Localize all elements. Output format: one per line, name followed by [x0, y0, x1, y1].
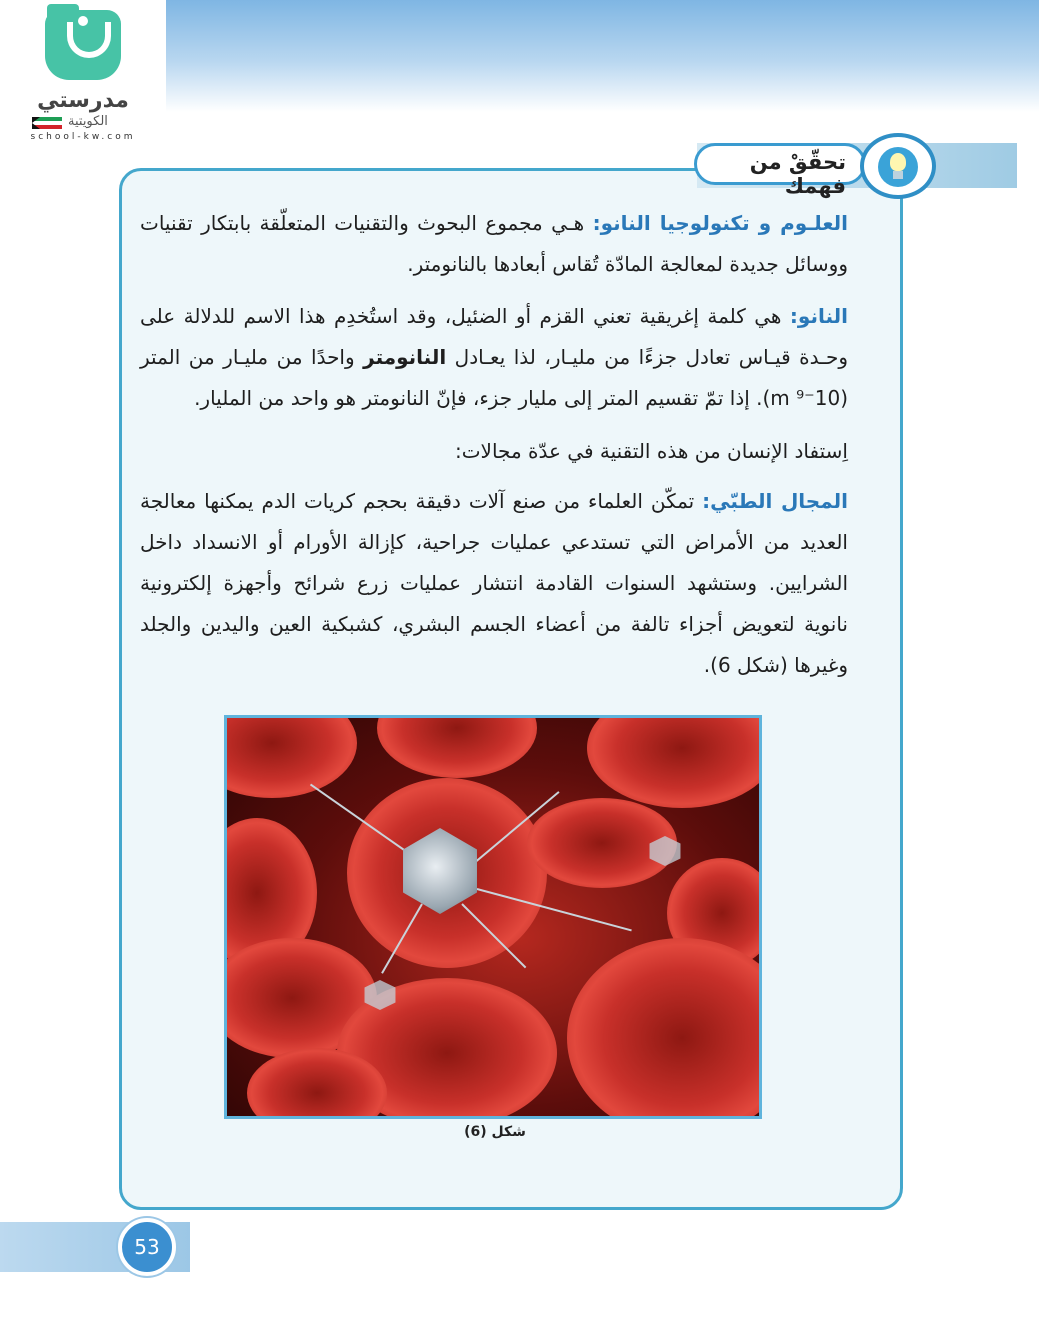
blood-cell — [377, 715, 537, 778]
page-number: 53 — [118, 1218, 176, 1276]
blood-cell — [567, 938, 762, 1119]
paragraph-lead: العلـوم و تكنولوجيا النانو: — [592, 211, 848, 235]
section-title: تحقّقْ من فهمك — [749, 150, 846, 198]
paragraph-lead: النانو: — [789, 304, 848, 328]
kuwait-flag-icon — [32, 117, 62, 129]
paragraph-text: واحدًا من مليـار من المتر (10⁻⁹ m). إذا تمّ تقسيم المتر إلى مليار جزء، فإنّ النانومتر هو واحد من المليار. — [140, 345, 848, 410]
figure-caption: شكل (6) — [464, 1124, 526, 1140]
paragraph-text: هي كلمة إغريقية تعني القزم أو الضئيل، وقد استُخدِم هذا الاسم للدلالة على وحـدة قيـاس تعادل جزءًا من مليـار، لذا يعـادل — [140, 304, 848, 369]
logo-subtitle: الكويتية — [68, 114, 108, 129]
paragraph-nano-word — [140, 296, 848, 419]
paragraph-benefit — [140, 431, 848, 472]
paragraph-text: تمكّن العلماء من صنع آلات دقيقة بحجم كريات الدم يمكنها معالجة العديد من الأمراض التي تستدعي عمليات جراحية، كإزالة الأورام أو الانسداد داخل الشرايين. وستشهد السنوات القادمة انتشار عمليات زرع شرائح وأجهزة إلكترونية نانوية لتعويض أجزاء تالفة من أعضاء الجسم البشري، كشبكية العين واليدين والجلد وغيرها (شكل 6). — [140, 489, 848, 677]
paragraph-medical — [140, 481, 848, 686]
blood-cell — [587, 715, 762, 808]
blood-cell — [224, 715, 357, 798]
logo-mark-icon — [45, 10, 121, 80]
figure-nanobot-image — [224, 715, 762, 1119]
paragraph-bold-term: النانومتر — [363, 345, 447, 369]
paragraph-nano-science — [140, 203, 848, 285]
lightbulb-icon — [860, 133, 936, 199]
paragraph-text: هـي مجموع البحوث والتقنيات المتعلّقة بابتكار تقنيات ووسائل جديدة لمعالجة المادّة تُقاس أبعادها بالنانومتر. — [140, 211, 848, 276]
site-logo[interactable] — [0, 0, 166, 150]
paragraph-text: اِستفاد الإنسان من هذه التقنية في عدّة مجالات: — [454, 439, 848, 463]
logo-name: مدرستي — [37, 88, 129, 113]
logo-url: school-kw.com — [30, 132, 136, 142]
paragraph-lead: المجال الطبّي: — [702, 489, 848, 513]
